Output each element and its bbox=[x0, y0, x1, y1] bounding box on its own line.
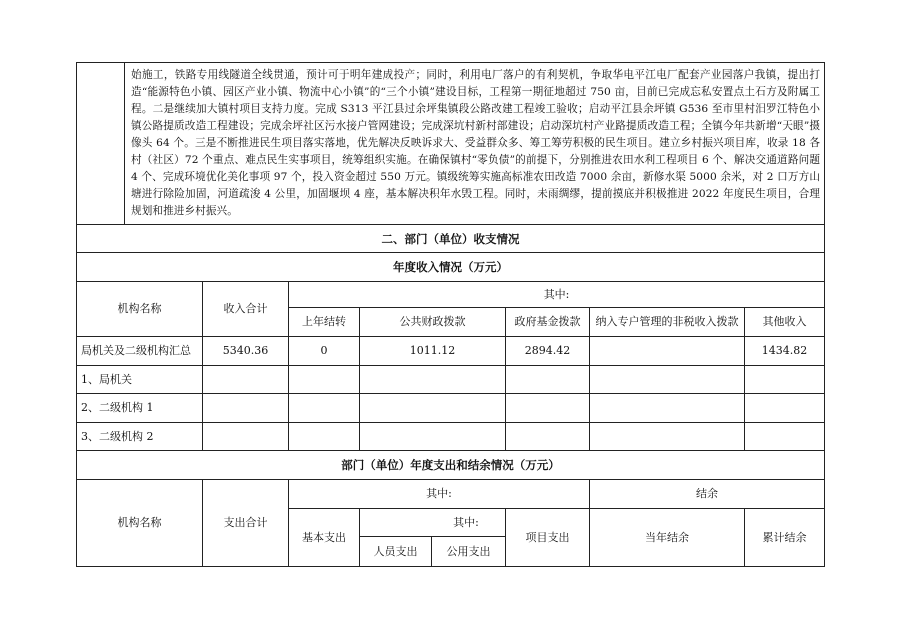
expense-header-basic: 基本支出 bbox=[289, 509, 360, 567]
row-gov-fund bbox=[506, 423, 590, 451]
income-header-of-which: 其中: bbox=[289, 282, 825, 308]
narrative-row bbox=[77, 63, 825, 225]
expense-title-row bbox=[77, 451, 825, 480]
expense-header-of-which: 其中: bbox=[289, 480, 590, 509]
row-public-finance: 1011.12 bbox=[360, 337, 506, 366]
row-total: 5340.36 bbox=[203, 337, 289, 366]
row-name: 1、局机关 bbox=[77, 366, 203, 394]
section-title: 二、部门（单位）收支情况 bbox=[77, 225, 825, 253]
table-row bbox=[77, 423, 825, 451]
row-other bbox=[745, 423, 825, 451]
table-row bbox=[77, 366, 825, 394]
expense-header-of-which-2-label: 其中: bbox=[453, 515, 479, 529]
row-non-tax bbox=[590, 337, 745, 366]
table-row bbox=[77, 394, 825, 423]
row-other: 1434.82 bbox=[745, 337, 825, 366]
income-header-non-tax: 纳入专户管理的非税收入拨款 bbox=[590, 308, 745, 337]
row-gov-fund bbox=[506, 366, 590, 394]
expense-header-public-use: 公用支出 bbox=[446, 544, 491, 558]
row-public-finance bbox=[360, 366, 506, 394]
expense-header-personnel: 人员支出 bbox=[373, 544, 418, 558]
income-header-other: 其他收入 bbox=[745, 308, 825, 337]
row-name: 局机关及二级机构汇总 bbox=[77, 337, 203, 366]
expense-header-row-1 bbox=[77, 480, 825, 509]
narrative-text: 始施工，铁路专用线隧道全线贯通，预计可于明年建成投产；同时，利用电厂落户的有利契机，争取华电平江电厂配套产业园落户我镇，提出打造“能源特色小镇、园区产业小镇、物流中心小镇”的“三个小镇”建设目标，工程第一期征地超过 750 亩，目前已完成忘私安置点土石方及附属工程。二是继续加大镇村项目支持力度。完成 S313 平江县过余坪集镇段公路改建工程竣工验收；启动平江县余坪镇 G536 至市里村汨罗江特色小镇公路提质改造工程建设；完成余坪社区污水接户管网建设；完成深坑村新村部建设；启动深坑村产业路提质改造工程；全镇今年共新增“天眼”摄像头 64 个。三是不断推进民生项目落实落地，优先解决反映诉求大、受益群众多、筹工筹劳积极的民生项目。建立乡村振兴项目库，收录 18 各村（社区）72 个重点、难点民生实事项目，统筹组织实施。在确保镇村“零负债”的前提下，分别推进农田水利工程项目 6 个、解决交通道路问题 4 个、完成环境优化美化事项 97 个，投入资金超过 550 万元。镇级统筹实施高标准农田改造 7000 余亩，新修水渠 5000 余米，对 2 口万方山塘进行除险加固，河道疏浚 4 公里，加固堰坝 4 座，基本解决积年水毁工程。同时，未雨绸缪，提前摸底并积极推进 2022 年度民生项目，合理规划和推进乡村振兴。 bbox=[125, 63, 825, 225]
row-total bbox=[203, 394, 289, 423]
row-gov-fund: 2894.42 bbox=[506, 337, 590, 366]
row-non-tax bbox=[590, 394, 745, 423]
document-page bbox=[76, 62, 824, 567]
row-public-finance bbox=[360, 423, 506, 451]
income-title-row bbox=[77, 253, 825, 282]
row-carryover bbox=[289, 366, 360, 394]
row-carryover bbox=[289, 394, 360, 423]
income-title: 年度收入情况（万元） bbox=[77, 253, 825, 282]
expense-header-org: 机构名称 bbox=[77, 480, 203, 567]
income-header-row-1 bbox=[77, 282, 825, 308]
row-gov-fund bbox=[506, 394, 590, 423]
row-total bbox=[203, 423, 289, 451]
budget-table bbox=[76, 62, 825, 567]
row-non-tax bbox=[590, 423, 745, 451]
row-name: 3、二级机构 2 bbox=[77, 423, 203, 451]
row-carryover: 0 bbox=[289, 337, 360, 366]
row-total bbox=[203, 366, 289, 394]
income-header-total: 收入合计 bbox=[203, 282, 289, 337]
expense-header-balance: 结余 bbox=[590, 480, 825, 509]
expense-header-of-which-2 bbox=[360, 509, 506, 537]
income-header-carryover: 上年结转 bbox=[289, 308, 360, 337]
expense-header-project: 项目支出 bbox=[506, 509, 590, 567]
expense-header-cumulative-balance: 累计结余 bbox=[745, 509, 825, 567]
table-row bbox=[77, 337, 825, 366]
income-header-org: 机构名称 bbox=[77, 282, 203, 337]
row-other bbox=[745, 366, 825, 394]
expense-title: 部门（单位）年度支出和结余情况（万元） bbox=[77, 451, 825, 480]
row-name: 2、二级机构 1 bbox=[77, 394, 203, 423]
section-row bbox=[77, 225, 825, 253]
row-public-finance bbox=[360, 394, 506, 423]
row-carryover bbox=[289, 423, 360, 451]
expense-subheaders bbox=[360, 537, 506, 567]
income-header-gov-fund: 政府基金拨款 bbox=[506, 308, 590, 337]
expense-header-total: 支出合计 bbox=[203, 480, 289, 567]
row-other bbox=[745, 394, 825, 423]
expense-header-current-balance: 当年结余 bbox=[590, 509, 745, 567]
row-non-tax bbox=[590, 366, 745, 394]
income-header-public-finance: 公共财政拨款 bbox=[360, 308, 506, 337]
